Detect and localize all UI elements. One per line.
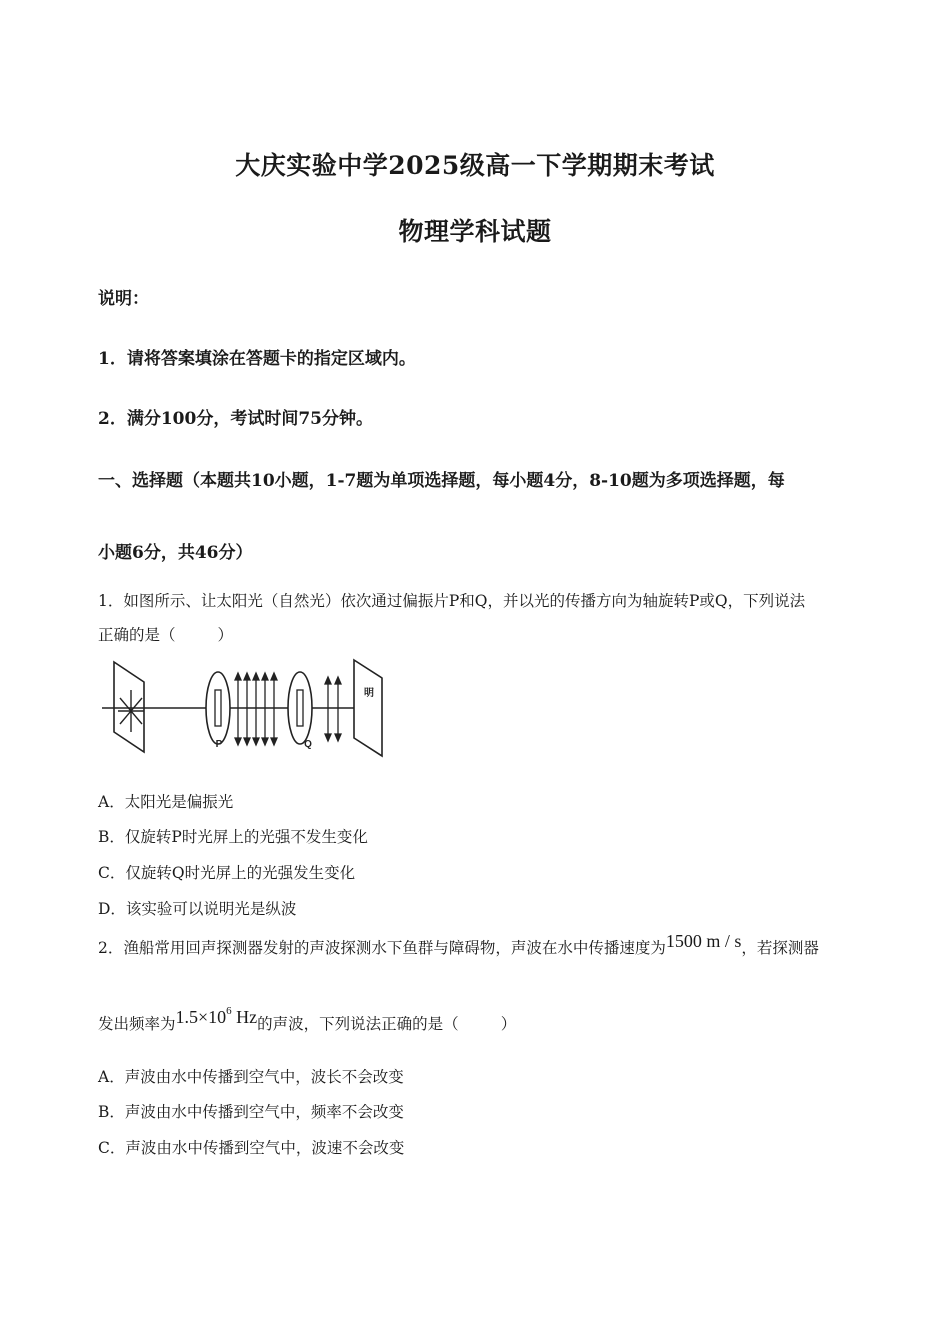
section-heading-line1: 一、选择题（本题共10小题，1-7题为单项选择题，每小题4分，8-10题为多项选择题，每: [98, 471, 785, 491]
q2-stem-post: 的声波，下列说法正确的是（: [257, 1015, 459, 1033]
q2-option-c: C．声波由水中传播到空气中，波速不会改变: [98, 1139, 405, 1157]
note-item: 1．请将答案填涂在答题卡的指定区域内。: [98, 349, 416, 369]
q1-stem-line2: [98, 623, 233, 645]
freq-unit: Hz: [231, 1007, 258, 1027]
freq-exponent: 6: [226, 1005, 232, 1017]
exam-subtitle: 物理学科试题: [398, 217, 552, 246]
q2-stem-tail: ，若探测器: [741, 939, 819, 957]
polarizer-diagram: [98, 656, 398, 766]
section-heading-line2: 小题6分，共46分）: [98, 543, 253, 563]
transmitted-light-arrows: [325, 677, 341, 741]
polarized-light-arrows: [235, 673, 277, 745]
notes-heading: 说明：: [98, 289, 149, 309]
light-screen: [354, 660, 382, 756]
q2-stem-text: 2．渔船常用回声探测器发射的声波探测水下鱼群与障碍物，声波在水中传播速度为: [98, 939, 666, 957]
screen-label: 明: [364, 688, 374, 699]
q1-option-b: B．仅旋转P时光屏上的光强不发生变化: [98, 828, 368, 846]
label-p: P: [215, 739, 223, 750]
q1-stem-line1: 1．如图所示、让太阳光（自然光）依次通过偏振片P和Q，并以光的传播方向为轴旋转P或Q，下列说法: [98, 592, 806, 610]
q1-stem-close: ）: [217, 626, 234, 644]
label-q: Q: [304, 739, 312, 750]
q2-frequency-formula: [176, 1007, 258, 1027]
exam-title: 大庆实验中学2025级高一下学期期末考试: [235, 151, 715, 180]
q2-stem-pre: 发出频率为: [98, 1015, 176, 1033]
q1-option-d: D．该实验可以说明光是纵波: [98, 900, 297, 918]
q2-option-b: B．声波由水中传播到空气中，频率不会改变: [98, 1103, 404, 1121]
q2-speed-formula: 1500 m / s: [665, 931, 742, 951]
source-panel: [114, 662, 144, 752]
q1-option-a: A．太阳光是偏振光: [98, 793, 234, 811]
freq-mantissa: 1.5×10: [175, 1007, 227, 1027]
q2-option-a: A．声波由水中传播到空气中，波长不会改变: [98, 1068, 404, 1086]
q1-option-c: C．仅旋转Q时光屏上的光强发生变化: [98, 864, 356, 882]
natural-light-icon: [118, 690, 144, 732]
q2-stem-line2: [98, 1005, 517, 1034]
note-item: 2．满分100分，考试时间75分钟。: [98, 409, 373, 429]
q2-stem-close: ）: [500, 1015, 517, 1033]
q1-stem-text: 正确的是（: [98, 626, 176, 644]
q2-stem-line1: [98, 931, 819, 958]
